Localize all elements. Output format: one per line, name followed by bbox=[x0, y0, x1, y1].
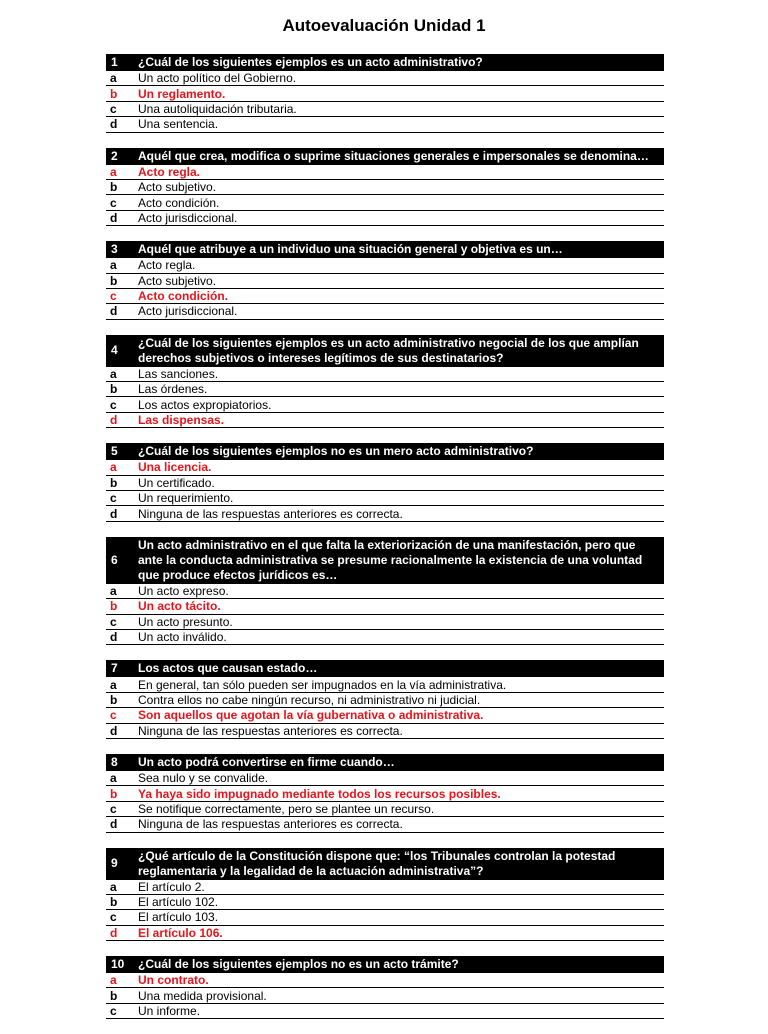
answer-option bbox=[106, 117, 664, 132]
answer-option-correct bbox=[106, 786, 664, 801]
option-letter: d bbox=[110, 210, 118, 225]
answer-option-correct bbox=[106, 413, 664, 428]
page-title: Autoevaluación Unidad 1 bbox=[282, 16, 486, 35]
answer-option bbox=[106, 367, 664, 382]
answer-option bbox=[106, 910, 664, 925]
answer-option bbox=[106, 304, 664, 319]
question-number: 9 bbox=[111, 856, 118, 870]
answer-option-correct bbox=[106, 708, 664, 723]
option-text: Un acto expreso. bbox=[138, 584, 229, 598]
question-block-4 bbox=[106, 335, 664, 429]
question-text: Aquél que crea, modifica o suprime situaciones generales e impersonales se denomina… bbox=[138, 148, 649, 163]
question-header bbox=[106, 660, 664, 677]
option-text: Un certificado. bbox=[138, 475, 215, 490]
option-letter: d bbox=[110, 413, 118, 428]
answer-option bbox=[106, 382, 664, 397]
option-letter: d bbox=[110, 630, 118, 645]
option-text: El artículo 102. bbox=[138, 895, 219, 910]
option-letter: c bbox=[110, 195, 117, 210]
answer-option bbox=[106, 258, 664, 273]
option-text: Acto regla. bbox=[138, 164, 201, 179]
option-letter: c bbox=[110, 1004, 117, 1019]
question-number: 4 bbox=[111, 343, 118, 358]
answer-option bbox=[106, 1004, 664, 1019]
answer-option bbox=[106, 102, 664, 117]
answer-option bbox=[106, 71, 664, 86]
answer-option bbox=[106, 615, 664, 630]
option-letter: a bbox=[110, 879, 117, 894]
question-number: 6 bbox=[111, 552, 118, 567]
question-text: Un acto administrativo en el que falta la exteriorización de una manifestación, pero que ante la conducta administrativa se presume racionalmente la existencia de una voluntad que produce efectos jurídicos es… bbox=[138, 537, 643, 582]
option-letter: b bbox=[110, 475, 118, 490]
option-letter: c bbox=[110, 101, 117, 116]
option-letter: a bbox=[110, 164, 117, 179]
answer-option bbox=[106, 817, 664, 832]
question-block-10 bbox=[106, 956, 664, 1019]
option-text: Acto jurisdiccional. bbox=[138, 210, 238, 225]
answer-option bbox=[106, 195, 664, 210]
question-block-5 bbox=[106, 443, 664, 522]
question-number: 10 bbox=[111, 957, 125, 972]
answer-option bbox=[106, 630, 664, 645]
option-letter: d bbox=[110, 117, 118, 132]
question-text: Los actos que causan estado… bbox=[138, 661, 318, 676]
option-text: Una licencia. bbox=[138, 460, 212, 475]
option-letter: a bbox=[110, 71, 117, 86]
question-header bbox=[106, 537, 664, 584]
option-text: Acto subjetivo. bbox=[138, 273, 217, 288]
question-number: 1 bbox=[111, 55, 118, 69]
option-text: Un requerimiento. bbox=[138, 491, 234, 506]
question-block-7 bbox=[106, 660, 664, 739]
question-header bbox=[106, 335, 664, 367]
question-header bbox=[106, 148, 664, 165]
option-letter: d bbox=[110, 723, 118, 738]
option-letter: a bbox=[110, 258, 117, 273]
option-text: Acto condición. bbox=[138, 289, 228, 304]
option-text: Sea nulo y se convalide. bbox=[138, 771, 269, 786]
question-number: 8 bbox=[111, 754, 118, 769]
question-number: 7 bbox=[111, 661, 118, 676]
question-text: ¿Cuál de los siguientes ejemplos es un acto administrativo negocial de los que amplían derechos subjetivos o intereses legítimos de sus destinatarios? bbox=[138, 335, 639, 365]
option-text: Acto jurisdiccional. bbox=[138, 304, 238, 319]
option-letter: c bbox=[110, 491, 117, 506]
question-number: 2 bbox=[111, 148, 118, 163]
option-text: Un acto presunto. bbox=[138, 614, 233, 629]
answer-option bbox=[106, 802, 664, 817]
question-text: Un acto podrá convertirse en firme cuando… bbox=[138, 754, 395, 769]
answer-option-correct bbox=[106, 165, 664, 180]
option-text: Las órdenes. bbox=[138, 382, 208, 397]
option-text: Un reglamento. bbox=[138, 86, 226, 101]
answer-option bbox=[106, 506, 664, 521]
answer-option-correct bbox=[106, 460, 664, 475]
question-header bbox=[106, 443, 664, 460]
question-text: Aquél que atribuye a un individuo una situación general y objetiva es un… bbox=[138, 242, 563, 257]
option-letter: a bbox=[110, 973, 117, 988]
option-letter: b bbox=[110, 86, 118, 101]
option-letter: a bbox=[110, 677, 117, 692]
answer-option-correct bbox=[106, 599, 664, 614]
answer-option bbox=[106, 274, 664, 289]
answer-option-correct bbox=[106, 926, 664, 941]
answer-option bbox=[106, 880, 664, 895]
answer-option bbox=[106, 895, 664, 910]
option-text: Contra ellos no cabe ningún recurso, ni administrativo ni judicial. bbox=[138, 692, 481, 707]
option-text: Acto condición. bbox=[138, 195, 220, 210]
question-header bbox=[106, 754, 664, 771]
option-letter: b bbox=[110, 786, 118, 801]
question-header bbox=[106, 241, 664, 258]
answer-option-correct bbox=[106, 289, 664, 304]
question-number: 5 bbox=[111, 444, 118, 459]
option-text: Ninguna de las respuestas anteriores es correcta. bbox=[138, 817, 403, 832]
option-letter: b bbox=[110, 692, 118, 707]
question-block-3 bbox=[106, 241, 664, 320]
option-letter: a bbox=[110, 771, 117, 786]
option-letter: c bbox=[110, 910, 117, 925]
option-letter: d bbox=[110, 925, 118, 940]
answer-option bbox=[106, 180, 664, 195]
option-text: Son aquellos que agotan la vía gubernativa o administrativa. bbox=[138, 708, 484, 723]
option-letter: b bbox=[110, 273, 118, 288]
option-letter: d bbox=[110, 304, 118, 319]
question-text: ¿Cuál de los siguientes ejemplos no es un acto trámite? bbox=[138, 957, 459, 972]
option-text: Los actos expropiatorios. bbox=[138, 397, 272, 412]
question-number: 3 bbox=[111, 242, 118, 257]
question-header bbox=[106, 956, 664, 973]
question-text: ¿Cuál de los siguientes ejemplos es un acto administrativo? bbox=[138, 55, 483, 69]
option-letter: b bbox=[110, 382, 118, 397]
option-text: El artículo 103. bbox=[138, 910, 219, 925]
answer-option bbox=[106, 693, 664, 708]
option-text: Ya haya sido impugnado mediante todos los recursos posibles. bbox=[138, 786, 501, 801]
answer-option bbox=[106, 397, 664, 412]
option-letter: c bbox=[110, 708, 117, 723]
question-block-6 bbox=[106, 537, 664, 646]
answer-option bbox=[106, 211, 664, 226]
option-letter: a bbox=[110, 460, 117, 475]
answer-option bbox=[106, 677, 664, 692]
option-text: El artículo 106. bbox=[138, 925, 223, 940]
option-letter: b bbox=[110, 180, 118, 195]
question-text: ¿Cuál de los siguientes ejemplos no es un mero acto administrativo? bbox=[138, 444, 534, 459]
option-text: Un acto político del Gobierno. bbox=[138, 71, 297, 86]
question-header bbox=[106, 848, 664, 880]
answer-option bbox=[106, 491, 664, 506]
question-block-8 bbox=[106, 754, 664, 833]
option-text: Ninguna de las respuestas anteriores es correcta. bbox=[138, 506, 403, 521]
answer-option bbox=[106, 988, 664, 1003]
option-letter: c bbox=[110, 289, 117, 304]
option-text: Un acto tácito. bbox=[138, 599, 221, 614]
option-text: Se notifique correctamente, pero se plantee un recurso. bbox=[138, 801, 435, 816]
option-letter: d bbox=[110, 817, 118, 832]
option-letter: d bbox=[110, 506, 118, 521]
option-text: Un contrato. bbox=[138, 973, 209, 988]
answer-option bbox=[106, 771, 664, 786]
option-letter: b bbox=[110, 895, 118, 910]
answer-option-correct bbox=[106, 973, 664, 988]
answer-option-correct bbox=[106, 86, 664, 101]
option-text: Las dispensas. bbox=[138, 413, 225, 428]
option-letter: a bbox=[110, 366, 117, 381]
option-text: Una sentencia. bbox=[138, 117, 219, 132]
option-letter: c bbox=[110, 614, 117, 629]
option-text: El artículo 2. bbox=[138, 879, 205, 894]
option-text: Un acto inválido. bbox=[138, 630, 227, 645]
option-text: Acto subjetivo. bbox=[138, 180, 217, 195]
option-text: Una autoliquidación tributaria. bbox=[138, 101, 297, 116]
option-letter: b bbox=[110, 988, 118, 1003]
option-text: Ninguna de las respuestas anteriores es correcta. bbox=[138, 723, 403, 738]
answer-option bbox=[106, 476, 664, 491]
question-block-1 bbox=[106, 54, 664, 133]
answer-option bbox=[106, 584, 664, 599]
answer-option bbox=[106, 724, 664, 739]
option-text: Un informe. bbox=[138, 1004, 201, 1019]
option-letter: c bbox=[110, 801, 117, 816]
option-letter: c bbox=[110, 397, 117, 412]
option-text: Acto regla. bbox=[138, 258, 196, 273]
option-letter: a bbox=[110, 584, 117, 598]
question-block-9 bbox=[106, 848, 664, 942]
question-header bbox=[106, 54, 664, 71]
quiz-list bbox=[106, 54, 664, 1034]
option-text: En general, tan sólo pueden ser impugnados en la vía administrativa. bbox=[138, 677, 507, 692]
question-text: ¿Qué artículo de la Constitución dispone que: “los Tribunales controlan la potestad reglamentaria y la legalidad de la actuación administrativa”? bbox=[138, 848, 616, 878]
option-text: Las sanciones. bbox=[138, 366, 219, 381]
option-text: Una medida provisional. bbox=[138, 988, 267, 1003]
question-block-2 bbox=[106, 148, 664, 227]
option-letter: b bbox=[110, 599, 118, 614]
